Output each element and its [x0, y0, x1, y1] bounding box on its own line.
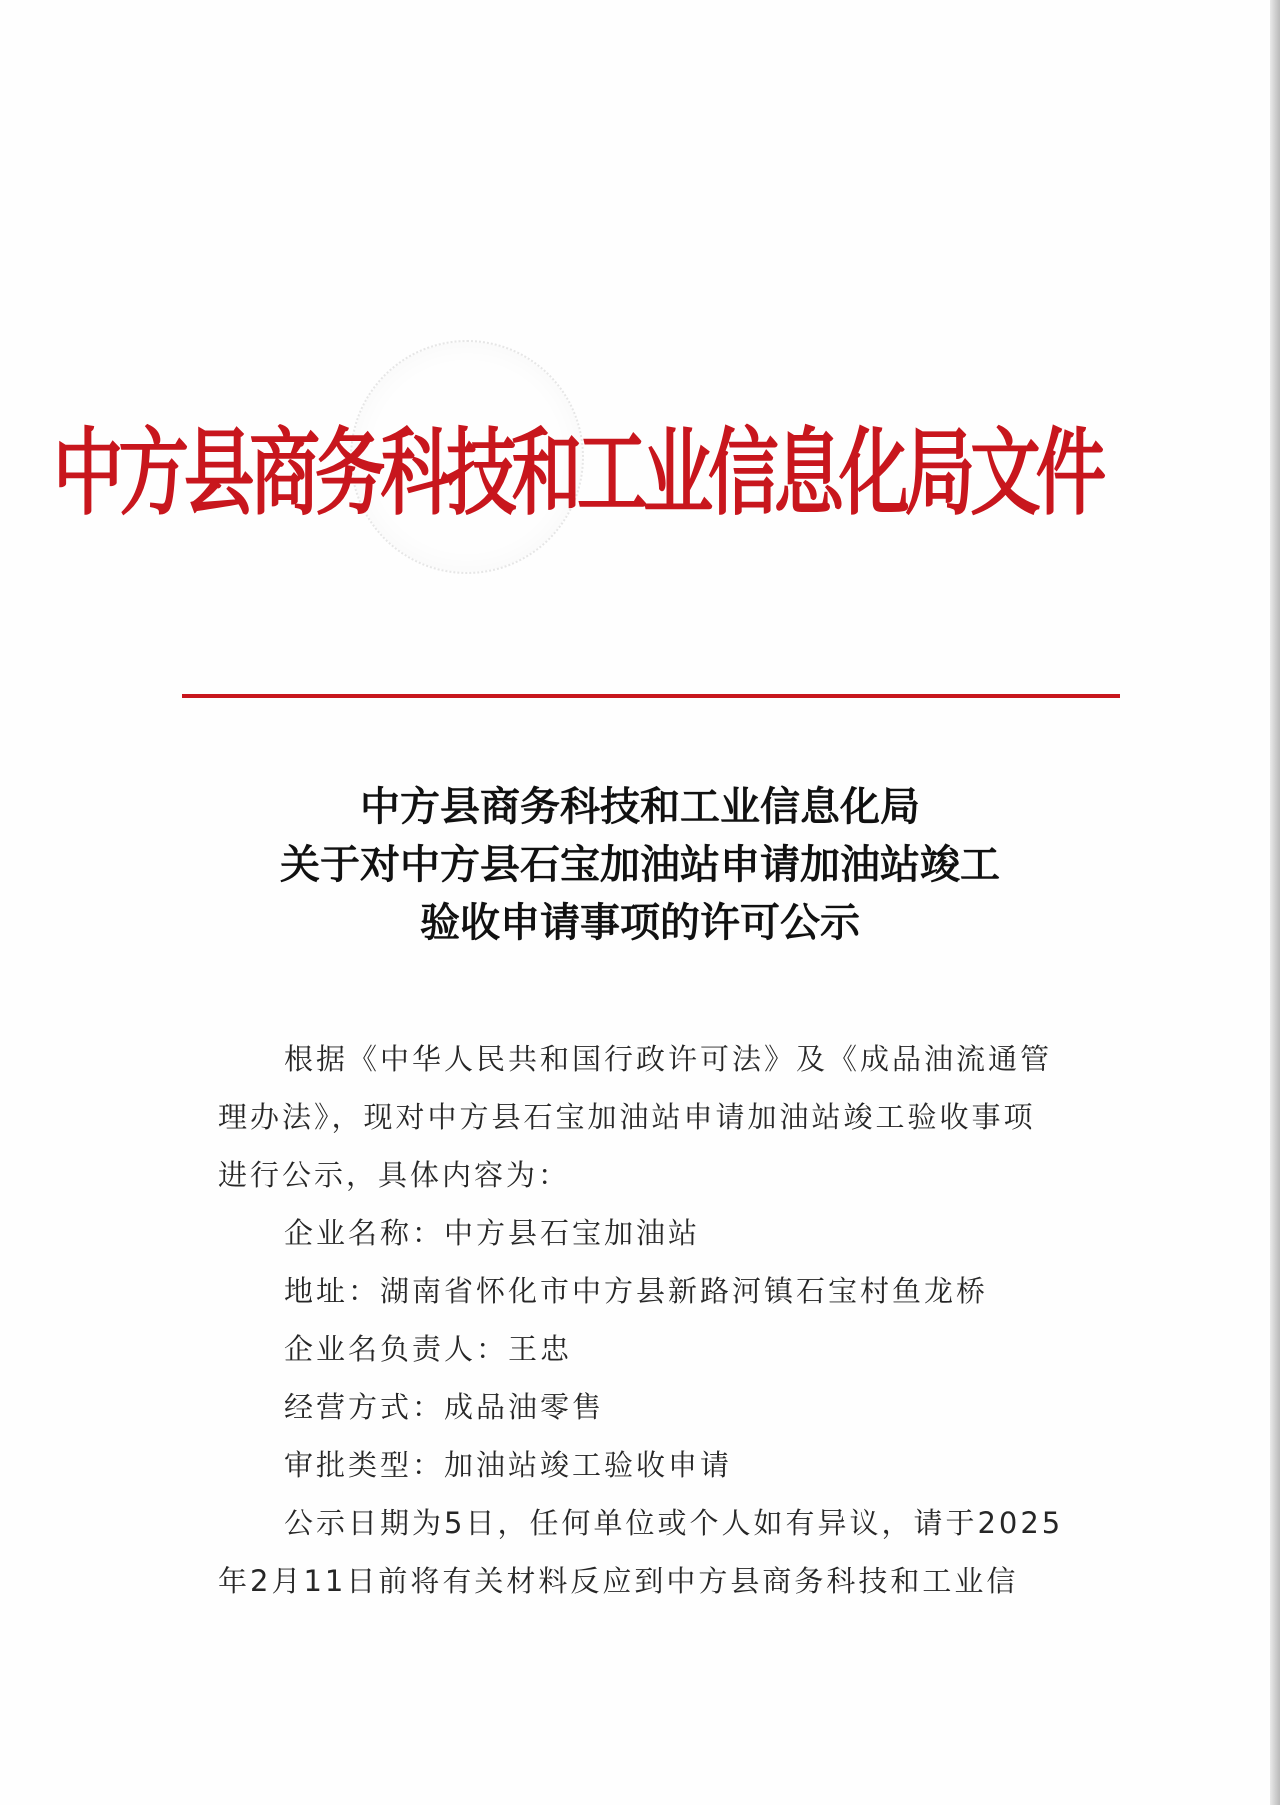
notice-line-1: 公示日期为5日，任何单位或个人如有异议，请于2025: [284, 1506, 1064, 1540]
title-line-1: 中方县商务科技和工业信息化局: [360, 783, 920, 830]
issuer-header: 中方县商务科技和工业信息化局文件: [52, 416, 1102, 528]
field-label: 经营方式：: [284, 1390, 445, 1424]
title-line-3: 验收申请事项的许可公示: [420, 899, 860, 946]
intro-line-2: 理办法》，现对中方县石宝加油站申请加油站竣工验收事项: [218, 1100, 1036, 1134]
field-responsible-person: [218, 1320, 1098, 1378]
field-value: 王忠: [508, 1332, 573, 1366]
field-label: 企业名负责人：: [284, 1332, 509, 1366]
document-title: [150, 778, 1130, 952]
field-business-mode: [218, 1378, 1098, 1436]
field-label: 审批类型：: [284, 1448, 445, 1482]
intro-line-3: 进行公示，具体内容为：: [218, 1158, 571, 1192]
red-divider-rule: [182, 694, 1120, 698]
field-label: 地址：: [284, 1274, 381, 1308]
field-value: 成品油零售: [444, 1390, 605, 1424]
field-address: [218, 1262, 1098, 1320]
field-approval-type: [218, 1436, 1098, 1494]
document-body: [218, 1030, 1098, 1610]
field-value: 加油站竣工验收申请: [444, 1448, 733, 1482]
notice-line-2: 年2月11日前将有关材料反应到中方县商务科技和工业信: [218, 1564, 1019, 1598]
field-value: 湖南省怀化市中方县新路河镇石宝村鱼龙桥: [380, 1274, 989, 1308]
field-label: 企业名称：: [284, 1216, 445, 1250]
field-company-name: [218, 1204, 1098, 1262]
scan-edge: [1270, 0, 1280, 1805]
intro-line-1: 根据《中华人民共和国行政许可法》及《成品油流通管: [284, 1042, 1053, 1076]
title-line-2: 关于对中方县石宝加油站申请加油站竣工: [280, 841, 1000, 888]
field-value: 中方县石宝加油站: [444, 1216, 701, 1250]
